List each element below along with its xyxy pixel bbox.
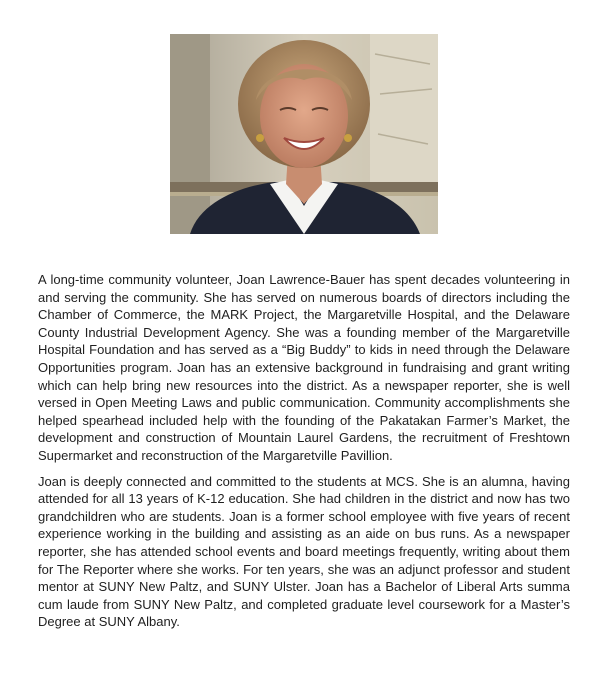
bio-text (38, 271, 570, 631)
portrait-photo-icon (170, 34, 438, 234)
bio-paragraph-1: A long-time community volunteer, Joan Lawrence-Bauer has spent decades volunteering in and serving the community. She has served on numerous boards of directors including the Chamber of Commerce, the MARK Project, the Margaretville Hospital, and the Delaware County Industrial Development Agency. She was a founding member of the Margaretville Hospital Foundation and has served as a “Big Buddy” to kids in need through the Delaware Opportunities program. Joan has an extensive background in fundraising and grant writing which can help bring new resources into the district. As a newspaper reporter, she is well versed in Open Meeting Laws and public communication. Community accomplishments she helped spearhead included help with the founding of the Pakatakan Farmer’s Market, the development and construction of Mountain Laurel Gardens, the recruitment of Freshtown Supermarket and reconstruction of the Margaretville Pavillion. (38, 272, 570, 463)
portrait-photo (170, 34, 438, 234)
bio-paragraph-2: Joan is deeply connected and committed to the students at MCS. She is an alumna, having attended for all 13 years of K-12 education. She had children in the district and now has two grandchildren who are students. Joan is a former school employee with five years of recent experience working in the building and assisting as an aide on bus runs. As a newspaper reporter, she has attended school events and board meetings frequently, writing about them for The Reporter where she works. For ten years, she was an adjunct professor and student mentor at SUNY New Paltz, and SUNY Ulster. Joan has a Bachelor of Liberal Arts summa cum laude from SUNY New Paltz, and completed graduate level coursework for a Master’s Degree at SUNY Albany. (38, 473, 570, 630)
